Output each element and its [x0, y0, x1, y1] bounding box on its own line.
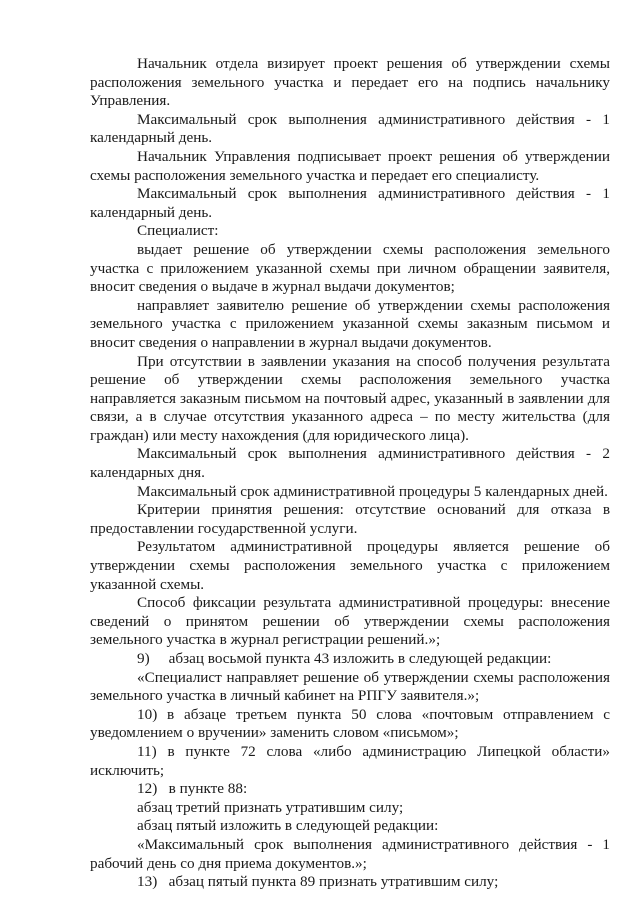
paragraph: Максимальный срок административной процедуры 5 календарных дней.	[137, 482, 608, 500]
paragraph: Способ фиксации результата административной процедуры: внесение сведений о принятом решении об утверждении схемы расположения земельного участка в журнал регистрации решений.»;	[90, 594, 610, 649]
list-item: 13) абзац пятый пункта 89 признать утратившим силу;	[137, 873, 499, 891]
paragraph: Результатом административной процедуры является решение об утверждении схемы расположения земельного участка с приложением указанной схемы.	[90, 538, 610, 593]
paragraph: абзац третий признать утратившим силу;	[137, 798, 404, 816]
paragraph: Начальник отдела визирует проект решения об утверждении схемы расположения земельного участка и передает его на подпись начальнику Управления.	[90, 55, 610, 110]
paragraph: Максимальный срок выполнения административного действия - 2 календарных дня.	[90, 445, 610, 482]
list-item: 11) в пункте 72 слова «либо администрацию Липецкой области» исключить;	[90, 742, 610, 779]
document-page	[90, 55, 610, 892]
paragraph: выдает решение об утверждении схемы расположения земельного участка с приложением указанной схемы при личном обращении заявителя, вносит сведения о выдаче в журнал выдачи документов;	[90, 240, 610, 296]
paragraph: абзац пятый изложить в следующей редакции:	[137, 817, 439, 835]
paragraph: «Максимальный срок выполнения административного действия - 1 рабочий день со дня приема документов.»;	[90, 835, 610, 872]
paragraph: Максимальный срок выполнения административного действия - 1 календарный день.	[90, 185, 610, 221]
paragraph: Начальник Управления подписывает проект решения об утверждении схемы расположения земельного участка и передает его специалисту.	[90, 147, 610, 184]
paragraph: Специалист:	[137, 222, 219, 240]
paragraph: Максимальный срок выполнения административного действия - 1 календарный день.	[90, 110, 610, 147]
paragraph: «Специалист направляет решение об утверждении схемы расположения земельного участка в личный кабинет на РПГУ заявителя.»;	[90, 668, 610, 705]
list-item: 12) в пункте 88:	[137, 780, 248, 798]
paragraph: При отсутствии в заявлении указания на способ получения результата решение об утверждении схемы расположения земельного участка направляется заказным письмом на почтовый адрес, указанный в заявлении для связи, а в случае отсутствия указанного адреса – по месту жительства (для граждан) или месту нахождения (для юридического лица).	[90, 352, 610, 444]
list-item: 9) абзац восьмой пункта 43 изложить в следующей редакции:	[137, 650, 552, 667]
paragraph: направляет заявителю решение об утверждении схемы расположения земельного участка с приложением указанной схемы заказным письмом и вносит сведения о направлении в журнал выдачи документов.	[90, 296, 610, 351]
paragraph: Критерии принятия решения: отсутствие оснований для отказа в предоставлении государственной услуги.	[90, 501, 610, 537]
list-item: 10) в абзаце третьем пункта 50 слова «почтовым отправлением с уведомлением о вручении» заменить словом «письмом»;	[90, 705, 610, 742]
